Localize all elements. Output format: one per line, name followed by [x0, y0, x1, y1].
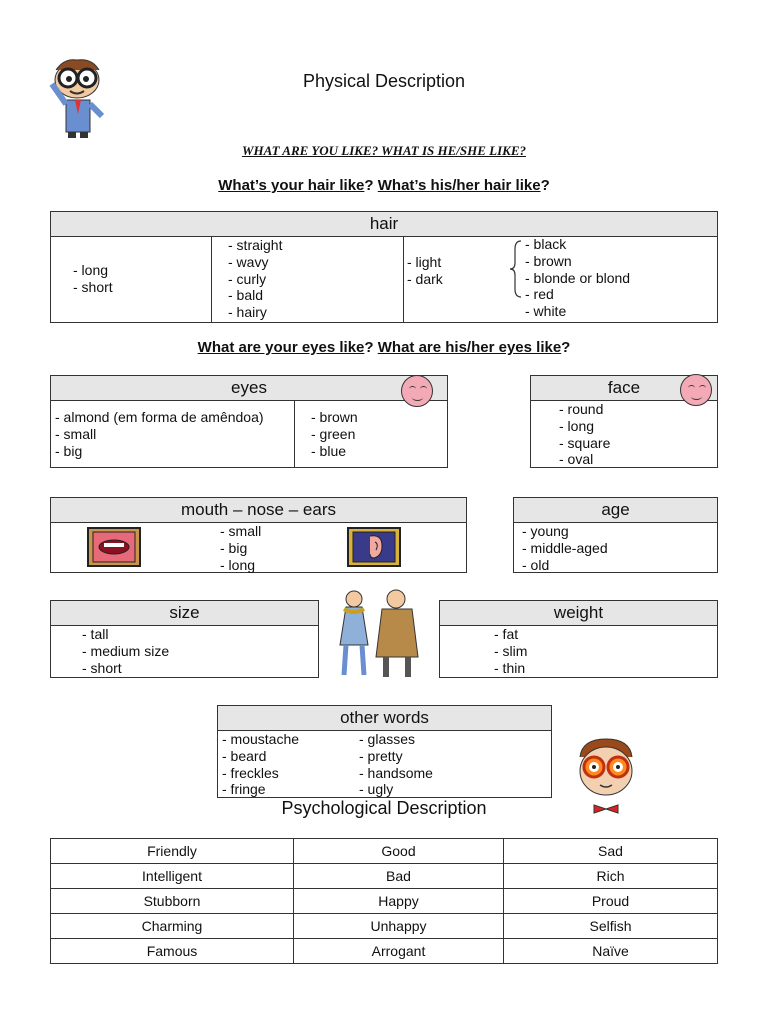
list-item: - wavy [228, 253, 269, 270]
list-item: - blue [311, 442, 347, 459]
table-row [51, 939, 718, 964]
list-item: - glasses [359, 731, 416, 747]
list-item: - short [73, 278, 113, 295]
table-cell: Naïve [504, 939, 718, 964]
table-cell: Famous [51, 939, 294, 964]
table-cell: Rich [504, 864, 718, 889]
list-item: - moustache [222, 731, 300, 747]
list-item: - bald [228, 287, 264, 304]
list-item: - curly [228, 270, 267, 287]
hair-style-list [228, 237, 282, 321]
other-words-col2 [359, 731, 433, 798]
eyes-question-2: What are his/her eyes like [377, 339, 562, 356]
list-item: - old [522, 556, 550, 573]
ear-picture-icon [346, 526, 402, 568]
table-cell: Unhappy [294, 914, 504, 939]
eyes-box [50, 375, 448, 468]
list-item: - beard [222, 747, 267, 764]
table-cell: Arrogant [294, 939, 504, 964]
list-item: - brown [311, 409, 358, 425]
mouth-list [220, 523, 261, 573]
list-item: - straight [228, 237, 283, 253]
hair-question [0, 177, 768, 194]
hair-header: hair [51, 212, 717, 237]
table-cell: Happy [294, 889, 504, 914]
eyes-question-1: What are your eyes like [197, 339, 365, 356]
table-row [51, 914, 718, 939]
list-item: - small [220, 523, 262, 539]
list-item: - round [559, 401, 604, 417]
psych-title: Psychological Description [281, 798, 487, 818]
two-people-cartoon-icon [332, 585, 424, 681]
other-words-box [217, 705, 552, 798]
list-item: - dark [407, 270, 443, 287]
list-item: - almond (em forma de amêndoa) [55, 409, 264, 425]
table-cell: Selfish [504, 914, 718, 939]
list-item: - long [73, 262, 109, 278]
list-item: - long [220, 556, 256, 573]
table-row [51, 864, 718, 889]
size-list [82, 626, 169, 676]
hair-length-list [73, 262, 113, 296]
list-item: - medium size [82, 642, 170, 659]
table-cell: Sad [504, 839, 718, 864]
eyes-shape-list [55, 409, 264, 459]
list-item: - pretty [359, 747, 403, 764]
list-item: - white [525, 303, 567, 320]
list-item: - red [525, 286, 554, 303]
other-words-col1 [222, 731, 299, 798]
list-item: - big [55, 442, 83, 459]
list-item: - square [559, 434, 611, 451]
hair-question-1: What’s your hair like [218, 177, 365, 194]
list-item: - young [522, 523, 569, 539]
table-cell: Intelligent [51, 864, 294, 889]
smiley-face-icon [680, 374, 712, 406]
list-item: - middle-aged [522, 539, 608, 556]
list-item: - freckles [222, 764, 279, 781]
table-row [51, 839, 718, 864]
mouth-nose-ears-header: mouth – nose – ears [51, 498, 466, 523]
table-cell: Good [294, 839, 504, 864]
list-item: - handsome [359, 764, 433, 781]
list-item: - tall [82, 626, 109, 642]
hair-color-list [525, 236, 630, 320]
list-item: - oval [559, 451, 594, 468]
list-item: - ugly [359, 781, 394, 798]
age-header: age [514, 498, 717, 523]
list-item: - fat [494, 626, 519, 642]
brace-icon [509, 239, 523, 299]
eyes-color-list [311, 409, 358, 459]
list-item: - brown [525, 252, 572, 269]
table-cell: Charming [51, 914, 294, 939]
age-box [513, 497, 718, 573]
size-box [50, 600, 319, 678]
list-item: - hairy [228, 304, 267, 321]
page-title: Physical Description [302, 71, 466, 91]
question-mark: ? [540, 177, 550, 194]
face-list [559, 401, 610, 468]
list-item: - light [407, 254, 442, 270]
list-item: - big [220, 539, 248, 556]
table-cell: Proud [504, 889, 718, 914]
mouth-picture-icon [86, 526, 142, 568]
question-mark: ? [364, 339, 374, 356]
hair-tone-list [407, 254, 443, 288]
face-header: face [531, 376, 717, 401]
list-item: - black [525, 236, 567, 252]
size-header: size [51, 601, 318, 626]
age-list [522, 523, 608, 573]
question-mark: ? [561, 339, 571, 356]
list-item: - slim [494, 642, 528, 659]
table-cell: Bad [294, 864, 504, 889]
hair-box [50, 211, 718, 323]
list-item: - thin [494, 659, 526, 676]
table-cell: Friendly [51, 839, 294, 864]
list-item: - long [559, 417, 595, 434]
page-subtitle: WHAT ARE YOU LIKE? WHAT IS HE/SHE LIKE? [241, 143, 527, 158]
list-item: - fringe [222, 781, 266, 798]
eyes-header: eyes [51, 376, 447, 401]
eyes-question [0, 339, 768, 356]
question-mark: ? [364, 177, 374, 194]
list-item: - blonde or blond [525, 269, 631, 286]
psych-table [50, 838, 718, 964]
list-item: - green [311, 425, 356, 442]
smiley-face-icon [401, 375, 433, 407]
weight-box [439, 600, 718, 678]
table-row [51, 889, 718, 914]
list-item: - short [82, 659, 122, 676]
weight-header: weight [440, 601, 717, 626]
weight-list [494, 626, 527, 676]
hair-question-2: What’s his/her hair like [377, 177, 541, 194]
table-cell: Stubborn [51, 889, 294, 914]
list-item: - small [55, 425, 97, 442]
other-words-header: other words [218, 706, 551, 731]
